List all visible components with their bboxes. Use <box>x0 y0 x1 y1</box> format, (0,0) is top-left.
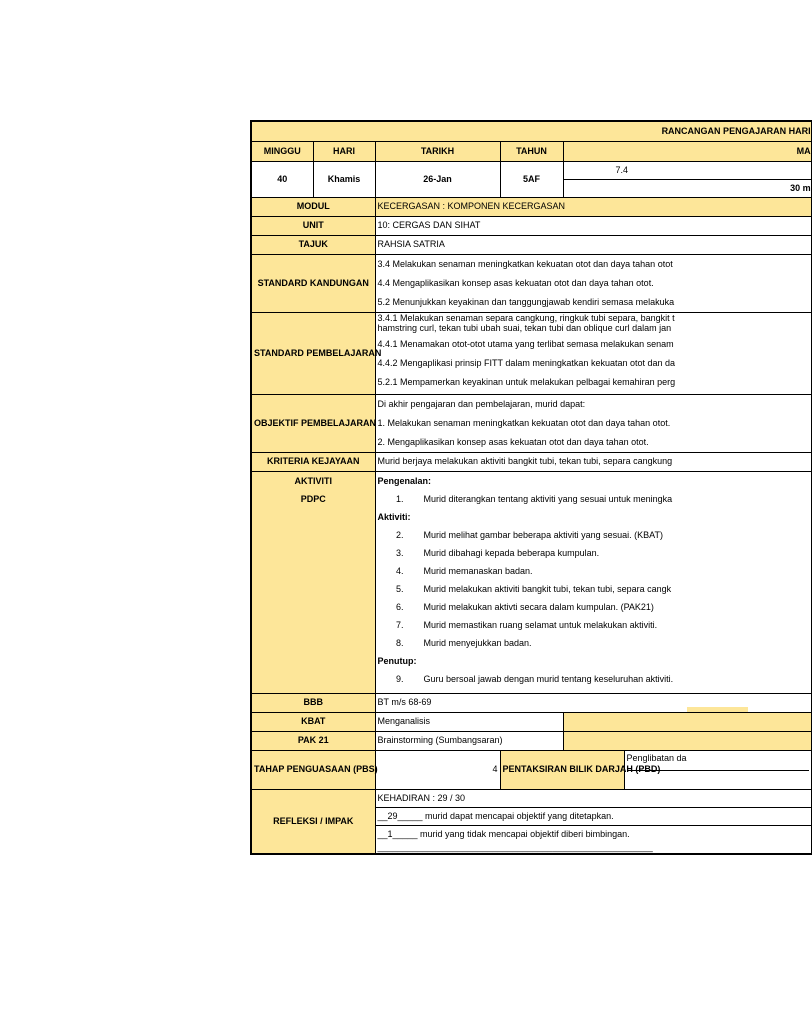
penutup-heading: Penutup: <box>377 655 417 666</box>
sk-line: 3.4 Melakukan senaman meningkatkan kekuatan otot dan daya tahan otot <box>377 258 673 269</box>
activity-step <box>378 616 809 634</box>
op-line: 2. Mengaplikasikan konsep asas kekuatan otot dan daya tahan otot. <box>377 436 649 447</box>
tahun-value: 5AF <box>500 161 563 197</box>
step-number: 3. <box>395 547 404 558</box>
title-cell <box>251 121 811 141</box>
unit-value: 10: CERGAS DAN SIHAT <box>375 216 811 235</box>
sk-line: 4.4 Mengaplikasikan konsep asas kekuatan otot dan daya tahan otot. <box>377 277 654 288</box>
aktiviti-value <box>375 471 811 693</box>
bbb-label: BBB <box>251 693 375 712</box>
kriteria-value: Murid berjaya melakukan aktiviti bangkit tubi, tekan tubi, separa cangkung <box>375 452 811 471</box>
activity-step <box>378 544 809 562</box>
page-title: RANCANGAN PENGAJARAN HARI <box>661 125 811 136</box>
aktiviti-label: AKTIVITI <box>294 475 332 486</box>
activity-step <box>378 526 809 544</box>
sp-line: 4.4.2 Mengaplikasi prinsip FITT dalam meningkatkan kekuatan otot dan da <box>377 357 676 368</box>
activity-step <box>378 598 809 616</box>
step-number: 9. <box>395 673 404 684</box>
step-number: 1. <box>395 493 404 504</box>
step-number: 4. <box>395 565 404 576</box>
tajuk-label: TAJUK <box>251 235 375 254</box>
refleksi-value <box>375 789 811 854</box>
lesson-plan-sheet <box>250 120 811 852</box>
kbat-side-fill <box>563 712 811 731</box>
step-text: Guru bersoal jawab dengan murid tentang keseluruhan aktiviti. <box>423 673 674 684</box>
objektif-value <box>375 394 811 452</box>
step-text: Murid menyejukkan badan. <box>423 637 532 648</box>
hari-value: Khamis <box>313 161 375 197</box>
aktiviti-heading: Aktiviti: <box>377 511 411 522</box>
sp-line: 3.4.1 Melakukan senaman separa cangkung, ringkuk tubi separa, bangkit t <box>377 312 675 323</box>
step-number: 8. <box>395 637 404 648</box>
standard-kandungan-value <box>375 254 811 312</box>
sp-line: 5.2.1 Mempamerkan keyakinan untuk melakukan pelbagai kemahiran perg <box>377 376 676 387</box>
standard-pembelajaran-value <box>375 312 811 394</box>
col-masa: MA <box>563 141 811 161</box>
sp-line: 4.4.1 Menamakan otot-otot utama yang terlibat semasa melakukan senam <box>377 338 674 349</box>
pak21-value: Brainstorming (Sumbangsaran) <box>375 731 563 750</box>
step-number: 5. <box>395 583 404 594</box>
masa-bottom: 30 m <box>563 179 811 197</box>
tajuk-value: RAHSIA SATRIA <box>375 235 811 254</box>
pbs-label: TAHAP PENGUASAAN (PBS) <box>251 750 375 789</box>
bbb-value: BT m/s 68-69 <box>375 693 811 712</box>
kbat-value: Menganalisis <box>375 712 563 731</box>
col-tarikh: TARIKH <box>375 141 500 161</box>
refleksi-line: __29_____ murid dapat mencapai objektif yang ditetapkan. <box>376 808 811 826</box>
modul-label: MODUL <box>251 197 375 216</box>
activity-step <box>378 634 809 652</box>
tarikh-value: 26-Jan <box>375 161 500 197</box>
step-number: 2. <box>395 529 404 540</box>
pak21-label: PAK 21 <box>251 731 375 750</box>
activity-step <box>378 562 809 580</box>
refleksi-line: _______________________________________________________ <box>377 841 653 852</box>
step-text: Murid melakukan aktiviti bangkit tubi, tekan tubi, separa cangk <box>423 583 672 594</box>
op-line: 1. Melakukan senaman meningkatkan kekuatan otot dan daya tahan otot. <box>377 417 671 428</box>
kriteria-label: KRITERIA KEJAYAAN <box>251 452 375 471</box>
lesson-plan-table <box>250 120 812 855</box>
activity-step <box>378 490 809 508</box>
modul-value: KECERGASAN : KOMPONEN KECERGASAN <box>375 197 811 216</box>
step-text: Murid memastikan ruang selamat untuk melakukan aktiviti. <box>423 619 658 630</box>
pdpc-label: PDPC <box>300 493 326 504</box>
col-tahun: TAHUN <box>500 141 563 161</box>
step-number: 7. <box>395 619 404 630</box>
standard-pembelajaran-label: STANDARD PEMBELAJARAN <box>251 312 375 394</box>
step-text: Murid melakukan aktivti secara dalam kumpulan. (PAK21) <box>423 601 654 612</box>
masa-top: 7.4 <box>563 161 811 179</box>
step-text: Murid memanaskan badan. <box>423 565 533 576</box>
activity-step <box>378 670 809 688</box>
sp-line: hamstring curl, tekan tubi ubah suai, tekan tubi dan oblique curl dalam jan <box>377 322 672 333</box>
step-number: 6. <box>395 601 404 612</box>
col-minggu: MINGGU <box>251 141 313 161</box>
objektif-label: OBJEKTIF PEMBELAJARAN <box>251 394 375 452</box>
refleksi-label: REFLEKSI / IMPAK <box>251 789 375 854</box>
unit-label: UNIT <box>251 216 375 235</box>
minggu-value: 40 <box>251 161 313 197</box>
sk-line: 5.2 Menunjukkan keyakinan dan tanggungjawab kendiri semasa melakuka <box>377 296 675 307</box>
activity-step <box>378 580 809 598</box>
pbd-label: PENTAKSIRAN BILIK DARJAH (PBD) <box>500 750 624 789</box>
step-text: Murid melihat gambar beberapa aktiviti yang sesuai. (KBAT) <box>423 529 663 540</box>
pbd-text: Penglibatan da <box>626 752 687 763</box>
pak21-side-fill <box>563 731 811 750</box>
refleksi-line: __1_____ murid yang tidak mencapai objektif diberi bimbingan. <box>377 828 630 839</box>
pbs-value: 4 <box>375 750 500 789</box>
standard-kandungan-label: STANDARD KANDUNGAN <box>251 254 375 312</box>
step-text: Murid diterangkan tentang aktiviti yang sesuai untuk meningka <box>423 493 673 504</box>
op-line: Di akhir pengajaran dan pembelajaran, murid dapat: <box>377 398 586 409</box>
aktiviti-label-cell <box>251 471 375 693</box>
step-text: Murid dibahagi kepada beberapa kumpulan. <box>423 547 600 558</box>
kehadiran: KEHADIRAN : 29 / 30 <box>376 790 811 808</box>
col-hari: HARI <box>313 141 375 161</box>
pengenalan-heading: Pengenalan: <box>377 475 432 486</box>
kbat-label: KBAT <box>251 712 375 731</box>
